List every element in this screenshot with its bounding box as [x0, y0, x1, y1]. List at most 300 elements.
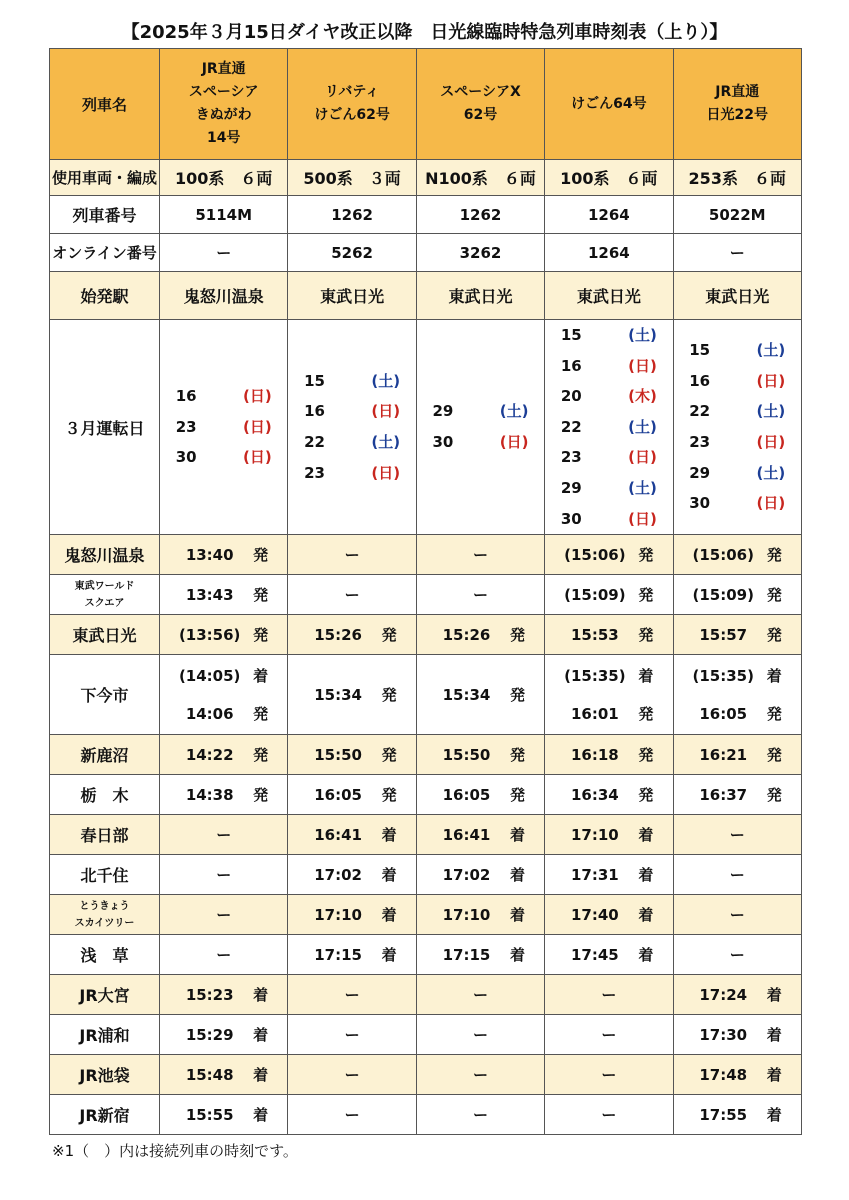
no-stop-dash: ー — [344, 1066, 360, 1085]
time-cell — [673, 935, 801, 975]
time-value: 17:10 — [570, 825, 619, 844]
time-cell — [673, 855, 801, 895]
station-row — [50, 775, 802, 815]
no-stop-dash: ー — [729, 826, 745, 845]
time-status: 着 — [381, 826, 397, 845]
time-entry — [674, 745, 801, 765]
train-name-line: リバティ — [324, 84, 380, 100]
no-stop-dash: ー — [216, 906, 232, 925]
time-cell — [673, 655, 801, 735]
time-entry — [545, 585, 672, 605]
time-entries — [417, 1105, 544, 1125]
time-value: 16:37 — [699, 785, 748, 804]
station-row — [50, 815, 802, 855]
time-cell — [288, 1015, 416, 1055]
time-entry — [160, 695, 287, 733]
station-row — [50, 1055, 802, 1095]
time-cell — [416, 855, 544, 895]
train-name-cell — [288, 49, 416, 160]
time-value: 15:50 — [314, 745, 362, 764]
no-stop-dash: ー — [729, 866, 745, 885]
station-row — [50, 1015, 802, 1055]
time-entry — [674, 657, 801, 695]
time-status: 発 — [766, 786, 782, 805]
time-status: 着 — [638, 826, 654, 845]
time-entry — [288, 785, 415, 805]
time-cell — [545, 975, 673, 1015]
time-entries — [288, 905, 415, 925]
run-day-date: 16 — [304, 402, 325, 421]
time-cell — [288, 935, 416, 975]
train-name-cell — [416, 49, 544, 160]
no-stop-dash: ー — [472, 986, 488, 1005]
time-entries — [674, 865, 801, 885]
run-day — [689, 396, 785, 427]
time-entry — [674, 1105, 801, 1125]
time-status: 着 — [638, 906, 654, 925]
time-entry — [160, 785, 287, 805]
time-cell — [416, 615, 544, 655]
time-entries — [160, 785, 287, 805]
run-day-date: 15 — [304, 371, 325, 390]
time-cell — [288, 775, 416, 815]
time-cell — [673, 615, 801, 655]
no-stop-dash: ー — [472, 1026, 488, 1045]
time-cell — [160, 935, 288, 975]
run-day-weekday: (日) — [242, 387, 272, 406]
time-status: 着 — [253, 667, 269, 686]
time-entries — [417, 685, 544, 705]
time-entries — [160, 545, 287, 565]
time-entry — [417, 745, 544, 765]
time-entries — [288, 945, 415, 965]
time-entries — [674, 985, 801, 1005]
time-entry — [160, 865, 287, 885]
time-entry — [674, 785, 801, 805]
time-entry — [288, 745, 415, 765]
time-value: (15:35) — [692, 666, 754, 685]
time-entries — [417, 785, 544, 805]
run-day — [176, 412, 272, 443]
time-entries — [417, 625, 544, 645]
time-value: 16:05 — [314, 785, 362, 804]
time-status: 発 — [381, 746, 397, 765]
time-entries — [545, 1025, 672, 1045]
train-name-row — [50, 49, 802, 160]
station-name — [50, 895, 160, 935]
time-entries — [417, 545, 544, 565]
time-cell — [673, 735, 801, 775]
train-number-cell: 1264 — [545, 196, 673, 234]
run-day — [689, 458, 785, 489]
time-cell — [160, 575, 288, 615]
run-day-weekday: (日) — [756, 433, 786, 452]
train-number-cell: 5022M — [673, 196, 801, 234]
no-stop-dash: ー — [344, 986, 360, 1005]
no-stop-dash: ー — [472, 1066, 488, 1085]
time-cell — [673, 1055, 801, 1095]
time-value: (15:06) — [692, 545, 754, 564]
run-day-weekday: (土) — [756, 402, 786, 421]
run-days-list — [674, 335, 801, 519]
run-day-weekday: (土) — [371, 371, 401, 390]
station-name — [50, 575, 160, 615]
time-entries — [417, 865, 544, 885]
time-cell — [545, 855, 673, 895]
time-status: 発 — [253, 546, 269, 565]
run-day-date: 29 — [432, 402, 454, 421]
run-day-date: 23 — [560, 448, 582, 467]
train-name-line: JR直通 — [201, 61, 246, 77]
run-day — [561, 381, 657, 412]
time-value: 17:40 — [570, 905, 619, 924]
time-entries — [545, 905, 672, 925]
time-entry — [545, 625, 672, 645]
time-entry — [674, 905, 801, 925]
no-stop-dash: ー — [601, 1066, 617, 1085]
label-run-days: ３月運転日 — [50, 320, 160, 535]
run-days-cell — [416, 320, 544, 535]
run-days-row — [50, 320, 802, 535]
time-cell — [288, 655, 416, 735]
time-cell — [160, 655, 288, 735]
time-entries — [288, 985, 415, 1005]
time-cell — [416, 1055, 544, 1095]
train-number-cell: 5114M — [160, 196, 288, 234]
time-cell — [416, 775, 544, 815]
no-stop-dash: ー — [729, 946, 745, 965]
station-row — [50, 895, 802, 935]
time-entries — [417, 825, 544, 845]
station-name-line: 東武ワールド — [74, 580, 135, 592]
time-entries — [674, 657, 801, 733]
run-day-date: 29 — [689, 463, 711, 482]
time-entries — [288, 545, 415, 565]
time-cell — [288, 1055, 416, 1095]
time-cell — [416, 975, 544, 1015]
time-status: 発 — [509, 626, 525, 645]
time-cell — [545, 615, 673, 655]
time-value: 16:21 — [699, 745, 748, 764]
time-status: 発 — [253, 626, 269, 645]
time-entries — [674, 1105, 801, 1125]
time-value: 15:26 — [442, 625, 491, 644]
vehicle-row — [50, 160, 802, 196]
time-cell — [288, 1095, 416, 1135]
time-cell — [160, 615, 288, 655]
time-entries — [160, 657, 287, 733]
time-entry — [160, 1065, 287, 1085]
time-status: 発 — [509, 746, 525, 765]
time-entries — [288, 625, 415, 645]
vehicle-cell: 100系 ６両 — [160, 160, 288, 196]
time-entry — [674, 1025, 801, 1045]
time-value: 15:50 — [442, 745, 491, 764]
time-cell — [545, 935, 673, 975]
time-entry — [288, 865, 415, 885]
time-cell — [545, 655, 673, 735]
train-name-line: けごん64号 — [571, 95, 647, 112]
time-entry — [288, 545, 415, 565]
run-day-weekday: (土) — [499, 402, 529, 421]
run-day-weekday: (日) — [628, 509, 657, 528]
time-entry — [288, 685, 415, 705]
run-day — [561, 442, 657, 473]
time-entry — [545, 865, 672, 885]
time-status: 着 — [509, 906, 525, 925]
time-entries — [674, 545, 801, 565]
run-day-weekday: (土) — [756, 463, 786, 482]
run-day — [304, 366, 400, 397]
time-cell — [160, 735, 288, 775]
online-number-row — [50, 234, 802, 272]
run-day-weekday: (日) — [628, 356, 657, 375]
station-name: 栃 木 — [50, 775, 160, 815]
time-entries — [417, 745, 544, 765]
run-day-date: 29 — [560, 478, 582, 497]
time-entries — [417, 945, 544, 965]
run-days-cell — [288, 320, 416, 535]
time-entries — [545, 985, 672, 1005]
time-entry — [160, 545, 287, 565]
run-day — [561, 320, 657, 351]
time-entry — [417, 945, 544, 965]
time-status: 発 — [381, 786, 397, 805]
time-entries — [160, 625, 287, 645]
time-cell — [160, 975, 288, 1015]
run-days-list — [417, 396, 544, 457]
time-cell — [416, 655, 544, 735]
time-cell — [288, 815, 416, 855]
no-stop-dash: ー — [601, 986, 617, 1005]
run-day-date: 30 — [175, 448, 197, 467]
station-name: 鬼怒川温泉 — [50, 535, 160, 575]
time-status: 発 — [509, 786, 525, 805]
time-value: 15:29 — [185, 1025, 234, 1044]
run-day-weekday: (土) — [628, 417, 657, 436]
time-entry — [417, 985, 544, 1005]
time-cell — [673, 815, 801, 855]
origin-cell: 東武日光 — [545, 272, 673, 320]
time-entry — [674, 585, 801, 605]
time-entries — [545, 785, 672, 805]
time-value: (15:35) — [564, 666, 626, 685]
train-name-line: 日光22号 — [706, 107, 768, 123]
time-value: 17:45 — [570, 945, 619, 964]
time-entries — [288, 1065, 415, 1085]
time-entry — [160, 625, 287, 645]
time-status: 発 — [766, 626, 782, 645]
time-cell — [288, 615, 416, 655]
no-stop-dash: ー — [472, 546, 488, 565]
time-entry — [545, 745, 672, 765]
time-entries — [545, 657, 672, 733]
time-entries — [674, 585, 801, 605]
time-value: (15:09) — [564, 585, 626, 604]
time-cell — [673, 1015, 801, 1055]
time-entry — [674, 985, 801, 1005]
time-value: 16:41 — [314, 825, 362, 844]
run-day-date: 30 — [689, 494, 711, 513]
run-days-list — [545, 320, 672, 534]
time-cell — [160, 1055, 288, 1095]
train-number-cell: 1262 — [416, 196, 544, 234]
time-entry — [288, 585, 415, 605]
no-stop-dash: ー — [472, 1106, 488, 1125]
time-entries — [288, 825, 415, 845]
time-entries — [417, 1025, 544, 1045]
time-value: 14:06 — [185, 704, 234, 723]
time-entry — [417, 905, 544, 925]
time-cell — [160, 815, 288, 855]
time-entries — [160, 585, 287, 605]
time-cell — [160, 1095, 288, 1135]
run-day-date: 16 — [175, 387, 197, 406]
time-entry — [545, 785, 672, 805]
station-name: 新鹿沼 — [50, 735, 160, 775]
timetable — [49, 48, 802, 1135]
time-entries — [160, 945, 287, 965]
time-cell — [416, 575, 544, 615]
no-stop-dash: ー — [216, 866, 232, 885]
station-name-line: スクエア — [84, 597, 125, 609]
time-status: 発 — [766, 546, 782, 565]
time-value: 16:05 — [699, 704, 748, 723]
station-row — [50, 855, 802, 895]
time-status: 着 — [766, 1106, 782, 1125]
time-entry — [288, 905, 415, 925]
time-entries — [288, 785, 415, 805]
time-entries — [545, 625, 672, 645]
vehicle-cell: 100系 ６両 — [545, 160, 673, 196]
online-number-cell: 3262 — [416, 234, 544, 272]
time-status: 着 — [638, 946, 654, 965]
station-name: 東武日光 — [50, 615, 160, 655]
time-entries — [160, 865, 287, 885]
time-cell — [545, 1095, 673, 1135]
time-value: 15:55 — [185, 1105, 234, 1124]
time-entries — [417, 1065, 544, 1085]
time-entry — [417, 825, 544, 845]
time-entry — [545, 695, 672, 733]
station-name-line: スカイツリー — [74, 917, 135, 929]
time-entries — [417, 905, 544, 925]
time-status: 着 — [766, 1066, 782, 1085]
origin-cell: 東武日光 — [288, 272, 416, 320]
time-cell — [545, 735, 673, 775]
time-entry — [288, 985, 415, 1005]
time-entry — [674, 865, 801, 885]
time-status: 発 — [253, 705, 269, 724]
time-cell — [673, 975, 801, 1015]
time-status: 着 — [253, 986, 269, 1005]
time-cell — [160, 1015, 288, 1055]
time-entries — [545, 545, 672, 565]
run-day-weekday: (日) — [371, 463, 401, 482]
time-cell — [288, 735, 416, 775]
time-entry — [417, 585, 544, 605]
time-entry — [545, 905, 672, 925]
time-entry — [545, 657, 672, 695]
time-value: 15:48 — [185, 1065, 234, 1084]
time-cell — [545, 1015, 673, 1055]
time-cell — [545, 895, 673, 935]
run-days-cell — [545, 320, 673, 535]
time-entries — [417, 985, 544, 1005]
time-entry — [417, 545, 544, 565]
run-day — [176, 381, 272, 412]
time-entries — [674, 1065, 801, 1085]
time-entry — [417, 625, 544, 645]
time-status: 発 — [638, 786, 654, 805]
run-day — [304, 427, 400, 458]
run-day-date: 15 — [689, 341, 711, 360]
time-entry — [545, 1025, 672, 1045]
station-row — [50, 1095, 802, 1135]
time-entries — [288, 745, 415, 765]
train-name-line: きぬがわ — [195, 107, 252, 123]
station-name: JR大宮 — [50, 975, 160, 1015]
time-cell — [545, 1055, 673, 1095]
no-stop-dash: ー — [344, 586, 360, 605]
time-value: 17:30 — [699, 1025, 748, 1044]
time-entries — [160, 825, 287, 845]
run-day-weekday: (木) — [628, 387, 657, 406]
run-day — [432, 427, 528, 458]
time-cell — [673, 895, 801, 935]
time-status: 発 — [253, 786, 269, 805]
run-day-date: 30 — [432, 433, 454, 452]
train-name-line: 14号 — [206, 130, 241, 146]
time-status: 着 — [381, 866, 397, 885]
time-entry — [545, 825, 672, 845]
time-entries — [674, 945, 801, 965]
time-entries — [545, 865, 672, 885]
train-name-line: 62号 — [463, 107, 498, 123]
time-entry — [674, 945, 801, 965]
run-day-weekday: (土) — [371, 433, 401, 452]
time-status: 発 — [638, 586, 654, 605]
station-row — [50, 655, 802, 735]
time-cell — [160, 895, 288, 935]
run-day — [561, 473, 657, 504]
station-name: 浅 草 — [50, 935, 160, 975]
online-number-cell: ー — [673, 234, 801, 272]
time-value: 13:40 — [185, 545, 234, 564]
time-status: 発 — [766, 705, 782, 724]
time-entries — [545, 745, 672, 765]
time-entries — [674, 625, 801, 645]
run-day-weekday: (土) — [628, 478, 657, 497]
online-number-cell: 5262 — [288, 234, 416, 272]
time-cell — [416, 1015, 544, 1055]
time-status: 着 — [509, 946, 525, 965]
time-cell — [416, 535, 544, 575]
time-value: (13:56) — [178, 625, 241, 644]
time-value: 14:38 — [185, 785, 234, 804]
time-value: 15:26 — [314, 625, 362, 644]
train-number-cell: 1262 — [288, 196, 416, 234]
origin-row — [50, 272, 802, 320]
time-cell — [160, 535, 288, 575]
time-entries — [545, 825, 672, 845]
time-cell — [288, 975, 416, 1015]
time-entries — [674, 905, 801, 925]
time-entry — [160, 1025, 287, 1045]
time-cell — [416, 1095, 544, 1135]
time-value: 15:34 — [314, 685, 362, 704]
time-entry — [417, 785, 544, 805]
